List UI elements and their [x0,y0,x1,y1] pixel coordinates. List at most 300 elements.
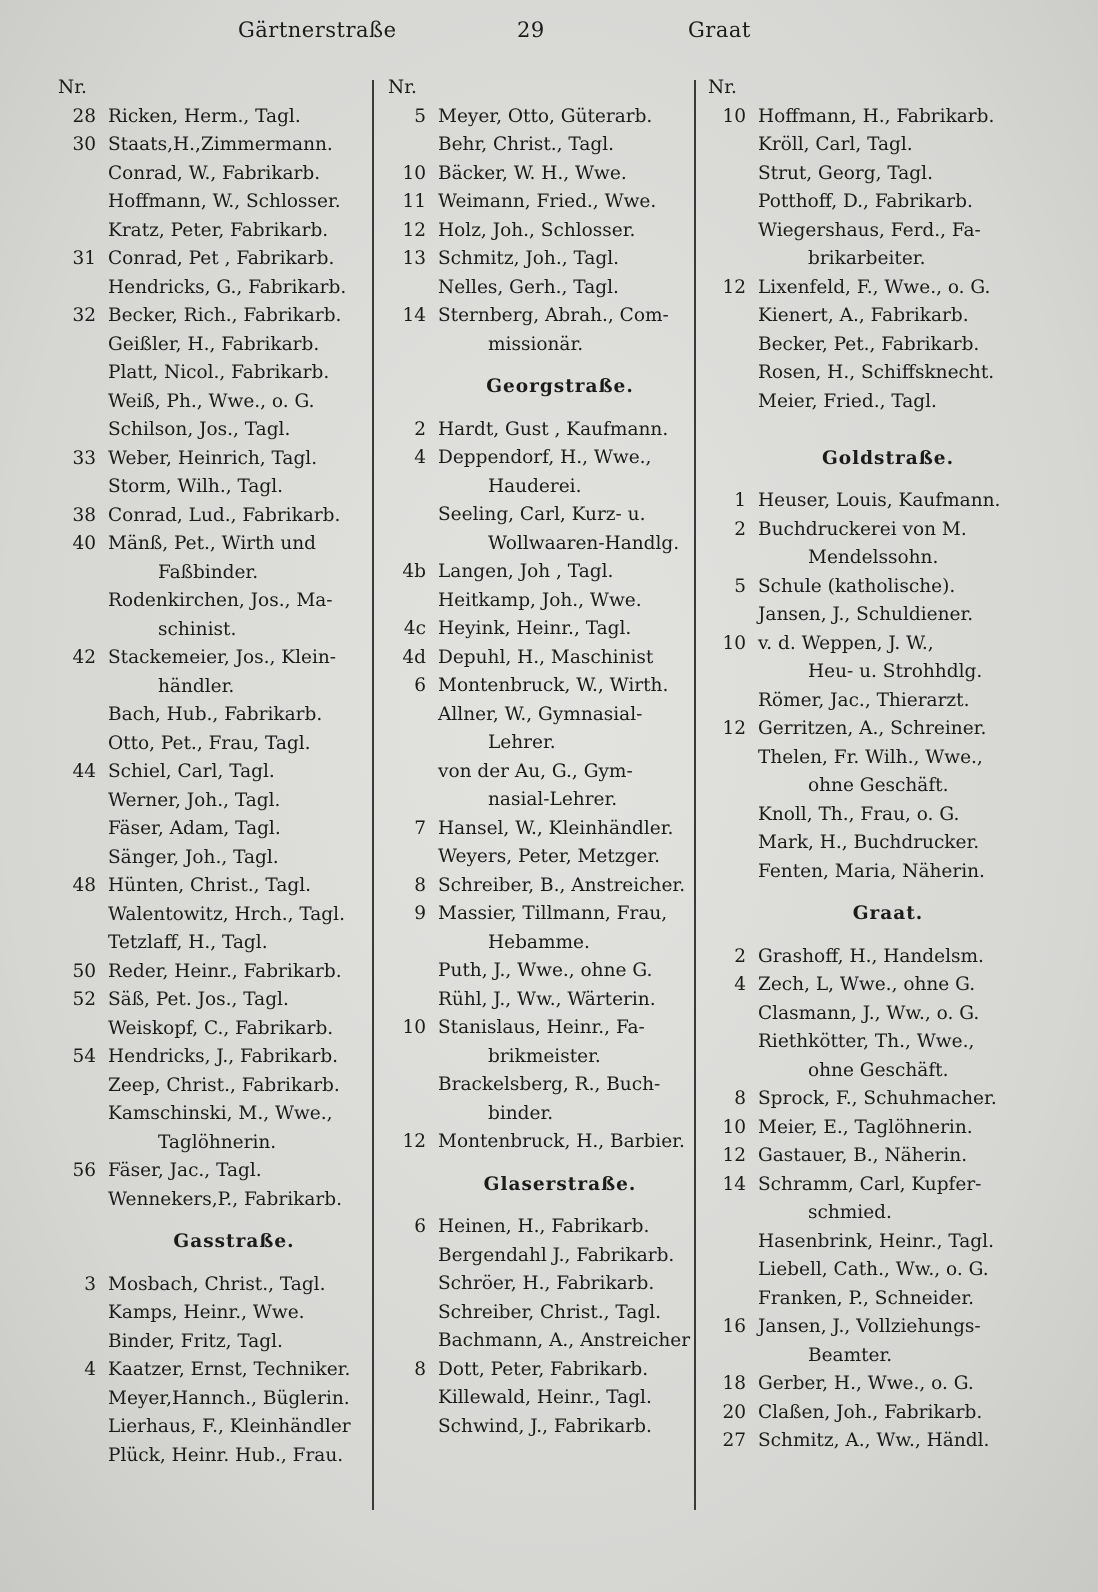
directory-entry [708,573,1028,602]
resident-entry: Thelen, Fr. Wilh., Wwe., [758,746,983,768]
directory-entry [388,1327,692,1356]
street-heading: Glaserstraße. [483,1173,637,1195]
directory-entry [708,274,1028,303]
directory-entry [58,302,370,331]
directory-entry [708,801,1028,830]
house-number: 4 [414,447,426,468]
directory-entry [388,843,692,872]
house-number: 12 [722,276,746,298]
directory-entry [58,958,370,987]
entry-continuation [388,729,692,758]
directory-entry [388,558,692,587]
spacer [388,402,692,416]
resident-entry: Gerritzen, A., Schreiner. [758,718,987,739]
directory-entry [708,1285,1028,1314]
entry-continuation [708,1057,1028,1086]
house-number: 2 [734,518,746,540]
resident-entry: Hardt, Gust , Kaufmann. [438,418,669,440]
directory-entry [388,302,692,331]
house-number: 12 [722,1145,746,1166]
resident-entry: Hoffmann, H., Fabrikarb. [758,105,995,127]
resident-entry: Ricken, Herm., Tagl. [108,105,301,127]
resident-entry: Bergendahl J., Fabrikarb. [438,1244,675,1266]
directory-entry [58,929,370,958]
house-number: 38 [72,504,96,526]
resident-entry: Meier, Fried., Tagl. [758,390,937,412]
house-number: 54 [72,1046,96,1067]
resident-entry: Bachmann, A., Anstreicher [438,1330,691,1351]
entry-continuation-text: nasial-Lehrer. [488,789,618,810]
spacer [708,886,1028,900]
directory-entry [58,1186,370,1215]
directory-entry [388,1128,692,1157]
house-number: 6 [414,675,426,696]
resident-entry: Gastauer, B., Näherin. [758,1145,968,1166]
directory-entry [58,901,370,930]
house-number: 4b [402,561,426,582]
resident-entry: Weimann, Fried., Wwe. [438,191,657,212]
house-number: 7 [414,817,426,839]
directory-entry [388,1299,692,1328]
resident-entry: Massier, Tillmann, Frau, [438,903,668,924]
directory-entry [58,1072,370,1101]
street-heading: Gasstraße. [173,1231,295,1252]
directory-entry [708,131,1028,160]
house-number: 3 [84,1273,96,1295]
directory-entry [388,872,692,901]
resident-entry: Hünten, Christ., Tagl. [108,875,311,896]
directory-entry [388,103,692,132]
resident-entry: Heitkamp, Joh., Wwe. [438,589,642,611]
house-number: 4 [84,1359,96,1380]
house-number: 30 [72,134,96,155]
directory-entry [708,160,1028,189]
resident-entry: Jansen, J., Vollziehungs- [758,1316,981,1337]
resident-entry: Bäcker, W. H., Wwe. [438,162,627,184]
entry-continuation-text: binder. [488,1102,554,1124]
directory-entry [708,302,1028,331]
directory-entry [388,1270,692,1299]
directory-entry [58,445,370,474]
house-number: 48 [72,875,96,896]
resident-entry: Meyer,Hannch., Büglerin. [108,1387,350,1409]
directory-entry [388,245,692,274]
resident-entry: von der Au, G., Gym- [438,760,633,782]
spacer [58,1257,370,1271]
directory-entry [388,416,692,445]
house-number: 12 [402,219,426,241]
entry-continuation [708,245,1028,274]
house-number: 33 [72,447,96,469]
resident-entry: Reder, Heinr., Fabrikarb. [108,960,342,982]
resident-entry: Behr, Christ., Tagl. [438,134,615,155]
house-number: 32 [72,305,96,326]
resident-entry: Gerber, H., Wwe., o. G. [758,1373,974,1394]
entry-continuation [388,530,692,559]
entry-continuation [388,331,692,360]
house-number: 8 [414,1358,426,1380]
house-number: 5 [734,575,746,597]
resident-entry: Geißler, H., Fabrikarb. [108,333,320,355]
entry-continuation [708,1342,1028,1371]
house-number: 4 [734,974,746,995]
directory-entry [708,516,1028,545]
resident-entry: Heinen, H., Fabrikarb. [438,1216,650,1237]
resident-entry: Rühl, J., Ww., Wärterin. [438,988,656,1010]
entry-continuation [388,929,692,958]
directory-entry [708,359,1028,388]
column-header [708,74,1028,103]
directory-entry [58,416,370,445]
directory-entry [388,957,692,986]
resident-entry: Dott, Peter, Fabrikarb. [438,1358,649,1380]
directory-entry [58,131,370,160]
resident-entry: Weiß, Ph., Wwe., o. G. [108,390,315,412]
directory-entry [708,1313,1028,1342]
resident-entry: Staats,H.,Zimmermann. [108,134,333,155]
resident-entry: Stanislaus, Heinr., Fa- [438,1017,645,1038]
resident-entry: Jansen, J., Schuldiener. [758,604,974,625]
entry-continuation-text: missionär. [488,333,584,355]
directory-entry [388,587,692,616]
directory-entry [708,388,1028,417]
house-number: 11 [402,191,426,212]
entry-continuation-text: Wollwaaren-Handlg. [488,532,680,554]
entry-continuation [388,1043,692,1072]
directory-entry [708,1370,1028,1399]
directory-entry [58,758,370,787]
column-middle [388,74,692,1441]
house-number: 10 [722,105,746,127]
spacer [388,359,692,373]
directory-entry [708,1228,1028,1257]
resident-entry: Riethkötter, Th., Wwe., [758,1031,975,1052]
resident-entry: Hendricks, J., Fabrikarb. [108,1046,339,1067]
house-number: 13 [402,248,426,269]
resident-entry: Killewald, Heinr., Tagl. [438,1387,652,1408]
directory-entry [708,188,1028,217]
directory-entry [388,1014,692,1043]
resident-entry: Werner, Joh., Tagl. [108,789,281,811]
entry-continuation [708,1199,1028,1228]
column-divider [694,80,696,1510]
street-heading: Georgstraße. [486,376,634,397]
resident-entry: Zech, L, Wwe., ohne G. [758,974,976,995]
resident-entry: Mosbach, Christ., Tagl. [108,1273,326,1295]
house-number: 9 [414,903,426,924]
house-number: 2 [414,418,426,440]
resident-entry: Strut, Georg, Tagl. [758,162,933,184]
street-heading: Graat. [852,903,924,924]
directory-entry [388,1242,692,1271]
directory-entry [58,331,370,360]
spacer [58,1214,370,1228]
entry-continuation [388,473,692,502]
resident-entry: Schmitz, A., Ww., Händl. [758,1430,990,1451]
directory-entry [388,131,692,160]
resident-entry: Becker, Rich., Fabrikarb. [108,305,342,326]
house-number: 4c [403,618,426,639]
resident-entry: Weber, Heinrich, Tagl. [108,447,318,469]
house-number: 2 [734,945,746,967]
resident-entry: Fäser, Jac., Tagl. [108,1160,262,1181]
directory-entry [708,1114,1028,1143]
directory-entry [708,1085,1028,1114]
house-number: 12 [402,1131,426,1152]
entry-continuation-text: ohne Geschäft. [808,1059,949,1081]
resident-entry: Allner, W., Gymnasial- [438,703,643,725]
entry-continuation [708,658,1028,687]
entry-continuation [388,1100,692,1129]
house-number-header: Nr. [388,77,417,98]
house-number: 4d [402,646,426,668]
resident-entry: Mänß, Pet., Wirth und [108,533,316,554]
column-header [58,74,370,103]
house-number: 10 [722,632,746,654]
directory-entry [58,730,370,759]
resident-entry: Depuhl, H., Maschinist [438,646,654,668]
house-number: 27 [722,1430,746,1451]
directory-entry [58,815,370,844]
resident-entry: Langen, Joh , Tagl. [438,561,614,582]
resident-entry: Schmitz, Joh., Tagl. [438,248,620,269]
directory-entry [388,986,692,1015]
column-left [58,74,370,1470]
resident-entry: Schilson, Jos., Tagl. [108,419,291,440]
entry-continuation-text: brikmeister. [488,1045,601,1067]
resident-entry: Rodenkirchen, Jos., Ma- [108,590,333,611]
resident-entry: Kaatzer, Ernst, Techniker. [108,1359,351,1380]
directory-entry [708,858,1028,887]
directory-entry [388,644,692,673]
directory-entry [708,1256,1028,1285]
house-number: 40 [72,533,96,554]
directory-entry [708,630,1028,659]
resident-entry: Montenbruck, H., Barbier. [438,1131,685,1152]
directory-entry [388,160,692,189]
directory-entry [58,1271,370,1300]
house-number: 52 [72,989,96,1010]
resident-entry: Sprock, F., Schuhmacher. [758,1088,997,1109]
resident-entry: Zeep, Christ., Fabrikarb. [108,1074,340,1096]
resident-entry: Plück, Heinr. Hub., Frau. [108,1444,344,1466]
directory-entry [388,815,692,844]
resident-entry: Schreiber, Christ., Tagl. [438,1301,661,1323]
directory-entry [58,1015,370,1044]
entry-continuation [58,559,370,588]
resident-entry: Potthoff, D., Fabrikarb. [758,191,973,212]
house-number: 8 [734,1088,746,1109]
directory-entry [388,1071,692,1100]
directory-entry [58,473,370,502]
house-number: 50 [72,960,96,982]
directory-entry [58,502,370,531]
page-number: 29 [517,18,545,42]
directory-entry [388,274,692,303]
entry-continuation-text: Hauderei. [488,475,582,497]
resident-entry: Sänger, Joh., Tagl. [108,846,279,868]
directory-entry [708,103,1028,132]
resident-entry: Fenten, Maria, Näherin. [758,860,985,882]
spacer [708,473,1028,487]
house-number-header: Nr. [708,77,737,98]
resident-entry: Fäser, Adam, Tagl. [108,818,281,839]
directory-entry [58,986,370,1015]
house-number: 42 [72,647,96,668]
resident-entry: Sternberg, Abrah., Com- [438,305,669,326]
entry-continuation-text: schinist. [158,618,237,640]
resident-entry: Binder, Fritz, Tagl. [108,1330,283,1352]
directory-entry [58,274,370,303]
resident-entry: Schreiber, B., Anstreicher. [438,874,686,896]
resident-entry: Nelles, Gerh., Tagl. [438,276,619,298]
entry-continuation-text: Lehrer. [488,732,556,753]
directory-entry [708,1142,1028,1171]
entry-continuation-text: Beamter. [808,1344,893,1366]
entry-continuation [708,772,1028,801]
resident-entry: Conrad, W., Fabrikarb. [108,162,321,184]
house-number: 28 [72,105,96,127]
entry-continuation [388,786,692,815]
entry-continuation [58,1129,370,1158]
resident-entry: Heyink, Heinr., Tagl. [438,618,632,639]
directory-entry [708,601,1028,630]
resident-entry: Conrad, Lud., Fabrikarb. [108,504,341,526]
directory-entry [58,644,370,673]
house-number: 20 [722,1401,746,1423]
resident-entry: Hendricks, G., Fabrikarb. [108,276,347,298]
directory-entry [708,1427,1028,1456]
resident-entry: Becker, Pet., Fabrikarb. [758,333,980,355]
directory-entry [708,943,1028,972]
entry-continuation [708,544,1028,573]
directory-entry [388,1213,692,1242]
directory-entry [58,359,370,388]
directory-entry [58,787,370,816]
entry-continuation-text: Hebamme. [488,931,590,953]
directory-entry [58,1413,370,1442]
resident-entry: Clasmann, J., Ww., o. G. [758,1002,980,1024]
resident-entry: Kröll, Carl, Tagl. [758,134,913,155]
resident-entry: Weyers, Peter, Metzger. [438,846,661,867]
resident-entry: Franken, P., Schneider. [758,1287,975,1309]
header-right-street: Graat [688,18,751,42]
directory-entry [708,1000,1028,1029]
directory-entry [388,444,692,473]
directory-entry [708,331,1028,360]
directory-entry [388,758,692,787]
directory-entry [58,1157,370,1186]
directory-entry [58,160,370,189]
house-number: 8 [414,874,426,896]
resident-entry: Liebell, Cath., Ww., o. G. [758,1259,989,1280]
entry-continuation-text: brikarbeiter. [808,248,926,269]
resident-entry: Lixenfeld, F., Wwe., o. G. [758,276,991,298]
resident-entry: Platt, Nicol., Fabrikarb. [108,362,330,383]
resident-entry: Holz, Joh., Schlosser. [438,219,636,241]
resident-entry: Säß, Pet. Jos., Tagl. [108,989,289,1010]
resident-entry: Kienert, A., Fabrikarb. [758,305,969,326]
resident-entry: Buchdruckerei von M. [758,518,967,540]
directory-entry [58,872,370,901]
directory-entry [58,103,370,132]
resident-entry: Puth, J., Wwe., ohne G. [438,960,653,981]
header-left-street: Gärtnerstraße [238,18,397,42]
resident-entry: Hasenbrink, Heinr., Tagl. [758,1230,994,1252]
entry-continuation-text: Taglöhnerin. [158,1131,277,1153]
resident-entry: Wennekers,P., Fabrikarb. [108,1188,342,1210]
directory-entry [58,1442,370,1471]
house-number: 10 [402,162,426,184]
resident-entry: Montenbruck, W., Wirth. [438,675,669,696]
entry-continuation-text: schmied. [808,1202,892,1223]
directory-entry [58,1385,370,1414]
directory-entry [708,1028,1028,1057]
entry-continuation-text: Heu- u. Strohhdlg. [808,661,983,682]
directory-entry [708,971,1028,1000]
house-number: 16 [722,1316,746,1337]
resident-entry: Grashoff, H., Handelsm. [758,945,984,967]
directory-entry [388,1384,692,1413]
house-number: 14 [722,1173,746,1195]
directory-entry [388,1413,692,1442]
directory-entry [388,501,692,530]
directory-entry [708,217,1028,246]
resident-entry: Schramm, Carl, Kupfer- [758,1173,982,1195]
house-number: 31 [72,248,96,269]
directory-entry [58,701,370,730]
resident-entry: Storm, Wilh., Tagl. [108,476,284,497]
directory-entry [708,744,1028,773]
directory-entry [708,687,1028,716]
directory-entry [58,388,370,417]
spacer [388,1199,692,1213]
entry-continuation [58,673,370,702]
resident-entry: Kamschinski, M., Wwe., [108,1103,333,1124]
running-header [0,18,1098,52]
directory-entry [58,188,370,217]
column-header [388,74,692,103]
house-number: 10 [402,1017,426,1038]
resident-entry: Heuser, Louis, Kaufmann. [758,490,1001,511]
resident-entry: Knoll, Th., Frau, o. G. [758,803,960,825]
entry-continuation-text: Mendelssohn. [808,547,939,568]
directory-entry [58,1356,370,1385]
resident-entry: v. d. Weppen, J. W., [758,632,934,654]
resident-entry: Rosen, H., Schiffsknecht. [758,362,995,383]
directory-entry [388,900,692,929]
house-number: 18 [722,1373,746,1394]
resident-entry: Hoffmann, W., Schlosser. [108,191,341,212]
directory-entry [58,530,370,559]
resident-entry: Wiegershaus, Ferd., Fa- [758,219,981,241]
resident-entry: Bach, Hub., Fabrikarb. [108,704,323,725]
resident-entry: Kratz, Peter, Fabrikarb. [108,219,329,241]
directory-entry [708,829,1028,858]
resident-entry: Deppendorf, H., Wwe., [438,447,652,468]
resident-entry: Schule (katholische). [758,575,956,597]
resident-entry: Otto, Pet., Frau, Tagl. [108,732,311,754]
house-number: 44 [72,761,96,782]
spacer [708,416,1028,445]
house-number: 1 [734,490,746,511]
resident-entry: Kamps, Heinr., Wwe. [108,1302,305,1323]
resident-entry: Hansel, W., Kleinhändler. [438,817,674,839]
directory-entry [58,587,370,616]
spacer [388,1157,692,1171]
street-heading: Goldstraße. [821,447,955,469]
house-number: 56 [72,1160,96,1181]
